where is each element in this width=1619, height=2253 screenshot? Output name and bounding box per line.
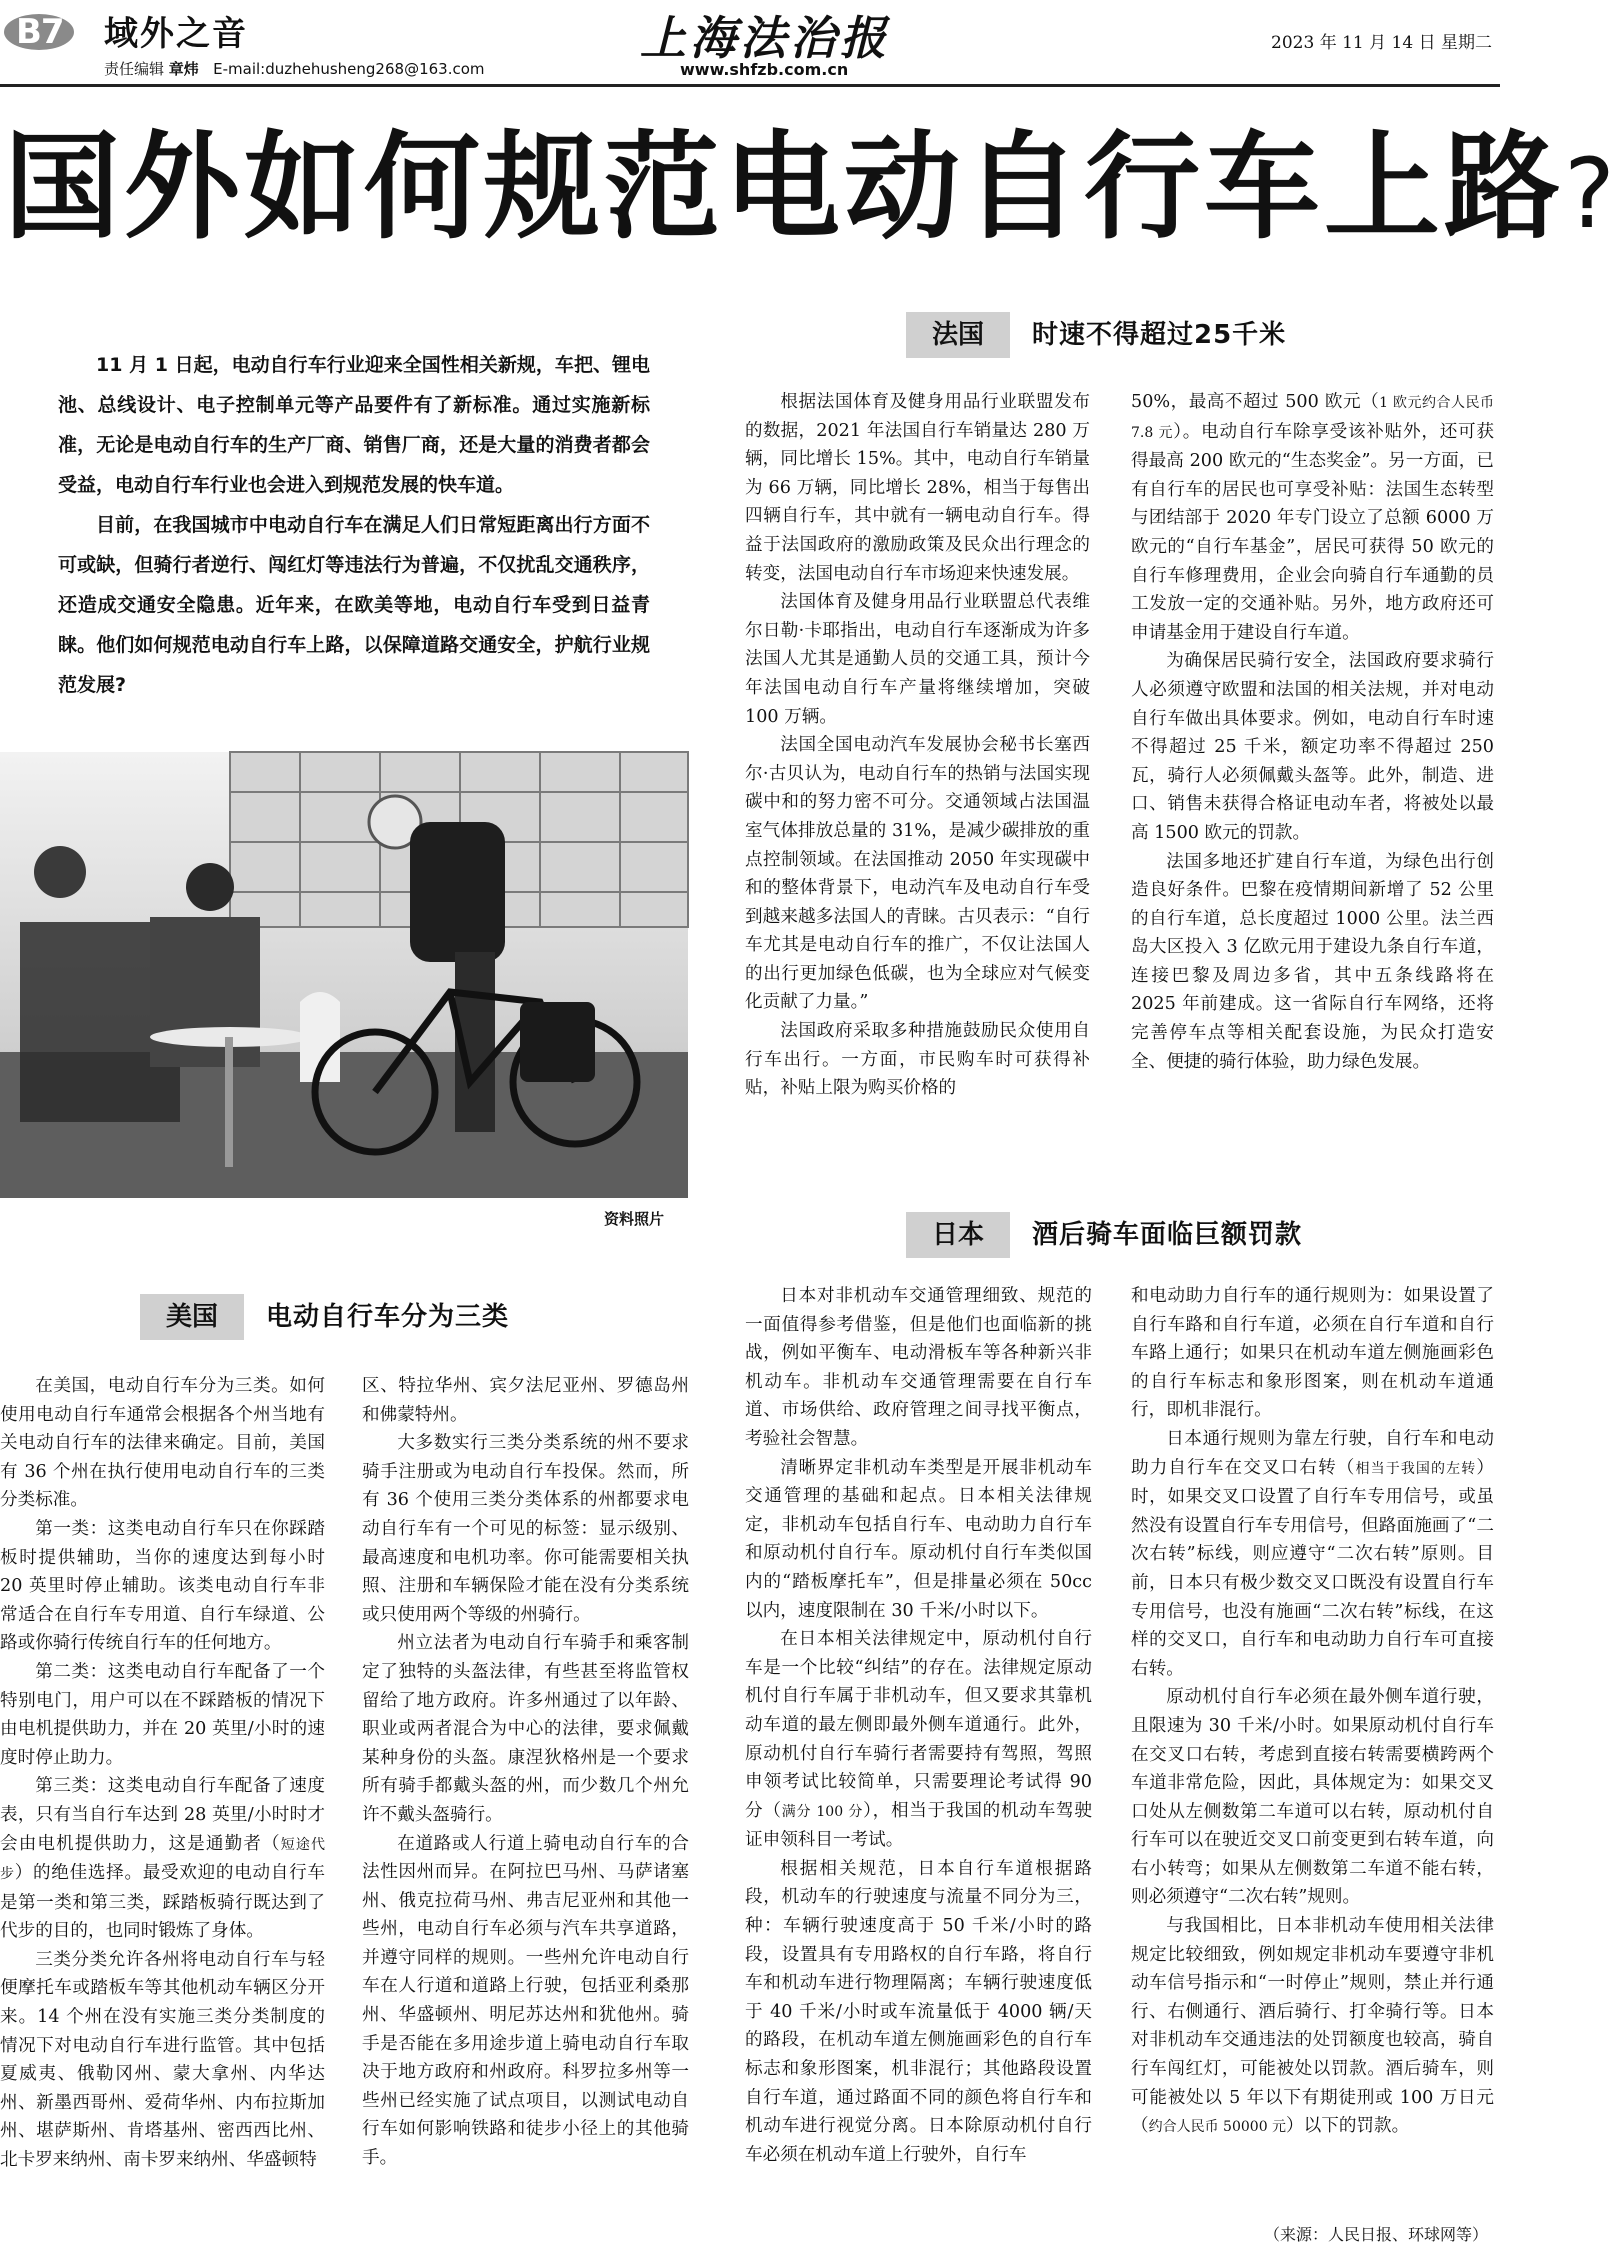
article-paragraph: 在道路或人行道上骑电动自行车的合法性因州而异。在阿拉巴马州、马萨诸塞州、俄克拉荷马州、弗吉尼亚州和其他一些州，电动自行车必须与汽车共享道路，并遵守同样的规则。一些州允许电动自行车在人行道和道路上行驶，包括亚利桑那州、华盛顿州、明尼苏达州和犹他州。骑手是否能在多用途步道上骑电动自行车取决于地方政府和州政府。科罗拉多州等一些州已经实施了试点项目，以测试电动自行车如何影响铁路和徒步小径上的其他骑手。 <box>362 1833 689 2169</box>
intro-paragraph: 11 月 1 日起，电动自行车行业迎来全国性相关新规，车把、锂电池、总线设计、电子控制单元等产品要件有了新标准。通过实施新标准，无论是电动自行车的生产厂商、销售厂商，还是大量的消费者都会受益，电动自行车行业也会进入到规范发展的快车道。 <box>58 354 650 496</box>
section-tag: 日本 <box>906 1212 1010 1258</box>
article-text: 与我国相比，日本非机动车使用相关法律规定比较细致，例如规定非机动车要遵守非机动车信号指示和“一时停止”规则，禁止并行通行、右侧通行、酒后骑行、打伞骑行等。日本对非机动车交通违法的处罚额度也较高，骑自行车闯红灯，可能被处以罚款。酒后骑车，则可能被处以 5 年以下有期徒刑或 100 万日元（ <box>1131 1916 1494 2137</box>
article-note: 约合人民币 50000 元 <box>1148 2119 1287 2136</box>
article-paragraph: 日本对非机动车交通管理细致、规范的一面值得参考借鉴，但是他们也面临新的挑战，例如平衡车、电动滑板车等各种新兴非机动车。非机动车交通管理需要在自行车道、市场供给、政府管理之间寻找平衡点，考验社会智慧。 <box>745 1286 1092 1449</box>
article-text: ），相当于我国的机动车驾驶证申领科目一考试。 <box>745 1800 1092 1851</box>
article-paragraph: 大多数实行三类分类系统的州不要求骑手注册或为电动自行车投保。然而，所有 36 个使用三类分类体系的州都要求电动自行车有一个可见的标签：显示级别、最高速度和电机功率。你可能需要相关执照、注册和车辆保险才能在没有分类系统或只使用两个等级的州骑行。 <box>362 1433 689 1625</box>
article-paragraph: 法国体育及健身用品行业联盟总代表维尔日勒·卡耶指出，电动自行车逐渐成为许多法国人尤其是通勤人员的交通工具，预计今年法国电动自行车产量将继续增加，突破 100 万辆。 <box>745 592 1090 727</box>
japan-column-2 <box>1131 1282 1494 2217</box>
france-column-2 <box>1131 388 1494 1148</box>
editor-email: E-mail:duzhehusheng268@163.com <box>213 60 485 78</box>
newspaper-website: www.shfzb.com.cn <box>680 60 849 79</box>
issue-date: 2023 年 11 月 14 日 星期二 <box>1271 33 1492 53</box>
article-paragraph: 州立法者为电动自行车骑手和乘客制定了独特的头盔法律，有些甚至将监管权留给了地方政府。许多州通过了以年龄、职业或两者混合为中心的法律，要求佩戴某种身份的头盔。康涅狄格州是一个要求所有骑手都戴头盔的州，而少数几个州允许不戴头盔骑行。 <box>362 1633 689 1825</box>
article-text: ）的绝佳选择。最受欢迎的电动自行车是第一类和第三类，踩踏板骑行既达到了代步的目的，也同时锻炼了身体。 <box>0 1863 325 1942</box>
news-photo <box>0 752 688 1198</box>
article-paragraph: 和电动助力自行车的通行规则为：如果设置了自行车路和自行车道，必须在自行车道和自行车路上通行；如果只在机动车道左侧施画彩色的自行车标志和象形图案，则在机动车道通行，即机非混行。 <box>1131 1286 1494 1421</box>
article-text: 在日本相关法律规定中，原动机付自行车是一个比较“纠结”的存在。法律规定原动机付自行车属于非机动车，但又要求其靠机动车道的最左侧即最外侧车道通行。此外，原动机付自行车骑行者需要持有驾照，驾照申领考试比较简单，只需要理论考试得 90 分（ <box>745 1629 1092 1821</box>
article-paragraph: 在美国，电动自行车分为三类。如何使用电动自行车通常会根据各个州当地有关电动自行车的法律来确定。目前，美国有 36 个州在执行使用电动自行车的三类分类标准。 <box>0 1376 325 1511</box>
article-paragraph <box>1131 1425 1494 1683</box>
usa-column-2 <box>362 1372 689 2242</box>
japan-column-1 <box>745 1282 1092 2242</box>
newspaper-masthead: 上海法治报 <box>640 11 890 65</box>
section-header-usa <box>140 1294 560 1340</box>
article-paragraph: 第二类：这类电动自行车配备了一个特别电门，用户可以在不踩踏板的情况下由电机提供助力，并在 20 英里/小时的速度时停止助力。 <box>0 1661 325 1768</box>
article-paragraph: 法国政府采取多种措施鼓励民众使用自行车出行。一方面，市民购车时可获得补贴，补贴上限为购买价格的 <box>745 1021 1090 1099</box>
article-paragraph: 根据相关规范，日本自行车道根据路段，机动车的行驶速度与流量不同分为三，种：车辆行驶速度高于 50 千米/小时的路段，设置具有专用路权的自行车路，将自行车和机动车进行物理隔离；车辆行驶速度低于 40 千米/小时或车流量低于 4000 辆/天的路段，在机动车道左侧施画彩色的自行车标志和象形图案，机非混行；其他路段设置自行车道，通过路面不同的颜色将自行车和机动车进行视觉分离。日本除原动机付自行车必须在机动车道上行驶外，自行车 <box>745 1858 1092 2165</box>
article-note: 相当于我国的左转 <box>1355 1460 1477 1477</box>
article-paragraph: 法国全国电动汽车发展协会秘书长塞西尔·古贝认为，电动自行车的热销与法国实现碳中和的努力密不可分。交通领域占法国温室气体排放总量的 31%，是减少碳排放的重点控制领域。在法国推动 2050 年实现碳中和的整体背景下，电动汽车及电动自行车受到越来越多法国人的青睐。古贝表示：“自行车尤其是电动自行车的推广，不仅让法国人的出行更加绿色低碳，也为全球应对气候变化贡献了力量。” <box>745 735 1090 1013</box>
article-paragraph: 法国多地还扩建自行车道，为绿色出行创造良好条件。巴黎在疫情期间新增了 52 公里的自行车道，总长度超过 1000 公里。法兰西岛大区投入 3 亿欧元用于建设九条自行车道，连接巴黎及周边多省，其中五条线路将在 2025 年前建成。这一省际自行车网络，还将完善停车点等相关配套设施，为民众打造安全、便捷的骑行体验，助力绿色发展。 <box>1131 851 1494 1072</box>
article-note: 1 欧元约合人民币 7.8 元 <box>1131 395 1495 441</box>
article-paragraph: 为确保居民骑行安全，法国政府要求骑行人必须遵守欧盟和法国的相关法规，并对电动自行车做出具体要求。例如，电动自行车时速不得超过 25 千米，额定功率不得超过 250 瓦，骑行人必须佩戴头盔等。此外，制造、进口、销售未获得合格证电动车者，将被处以最高 1500 欧元的罚款。 <box>1131 651 1494 843</box>
news-photo-illustration <box>0 752 688 1198</box>
section-title: 电动自行车分为三类 <box>266 1302 510 1332</box>
section-header-france <box>906 312 1326 358</box>
section-tag: 美国 <box>140 1294 244 1340</box>
article-text: ）。电动自行车除享受该补贴外，还可获得最高 200 欧元的“生态奖金”。另一方面，已有自行车的居民也可享受补贴：法国生态转型与团结部于 2020 年专门设立了总额 6000 万欧元的“自行车基金”，居民可获得 50 欧元的自行车修理费用，企业会向骑自行车通勤的员工发放一定的交通补贴。另外，地方政府还可申请基金用于建设自行车道。 <box>1131 421 1494 643</box>
article-paragraph <box>745 1625 1092 1855</box>
article-paragraph: 清晰界定非机动车类型是开展非机动车交通管理的基础和起点。日本相关法律规定，非机动车包括自行车、电动助力自行车和原动机付自行车。原动机付自行车类似国内的“踏板摩托车”，但是排量必须在 50cc 以内，速度限制在 30 千米/小时以下。 <box>745 1457 1092 1621</box>
source-note: （来源：人民日报、环球网等） <box>1263 2225 1488 2244</box>
editor-line <box>104 58 485 79</box>
photo-caption: 资料照片 <box>604 1210 665 1228</box>
editor-name: 章炜 <box>168 60 199 78</box>
intro-paragraph: 目前，在我国城市中电动自行车在满足人们日常短距离出行方面不可或缺，但骑行者逆行、闯红灯等违法行为普遍，不仅扰乱交通秩序，还造成交通安全隐患。近年来，在欧美等地，电动自行车受到日益青睐。他们如何规范电动自行车上路，以保障道路交通安全，护航行业规范发展? <box>58 514 650 696</box>
article-paragraph <box>1131 1912 1494 2142</box>
header-divider <box>0 84 1500 87</box>
section-name: 域外之音 <box>104 14 248 54</box>
article-paragraph: 区、特拉华州、宾夕法尼亚州、罗德岛州和佛蒙特州。 <box>362 1376 689 1425</box>
article-text: 第三类：这类电动自行车配备了速度表，只有当自行车达到 28 英里/小时时才会由电机提供助力，这是通勤者（ <box>0 1776 325 1854</box>
section-header-japan <box>906 1212 1386 1258</box>
section-tag: 法国 <box>906 312 1010 358</box>
page-number-badge <box>4 6 74 56</box>
headline <box>4 120 1619 255</box>
usa-column-1 <box>0 1372 325 2242</box>
article-paragraph: 三类分类允许各州将电动自行车与轻便摩托车或踏板车等其他机动车辆区分开来。14 个州在没有实施三类分类制度的情况下对电动自行车进行监管。其中包括夏威夷、俄勒冈州、蒙大拿州、内华达州、新墨西哥州、爱荷华州、内布拉斯加州、堪萨斯州、肯塔基州、密西西比州、北卡罗来纳州、南卡罗来纳州、华盛顿特 <box>0 1949 325 2171</box>
page-number: B7 <box>16 12 64 52</box>
headline-question-mark: ? <box>1564 138 1619 250</box>
intro-block <box>58 345 650 705</box>
article-text: 日本通行规则为靠左行驶，自行车和电动助力自行车在交叉口右转（ <box>1131 1428 1494 1478</box>
article-paragraph: 原动机付自行车必须在最外侧车道行驶，且限速为 30 千米/小时。如果原动机付自行车在交叉口右转，考虑到直接右转需要横跨两个车道非常危险，因此，具体规定为：如果交叉口处从左侧数第二车道可以右转，原动机付自行车可以在驶近交叉口前变更到右转车道，向右小转弯；如果从左侧数第二车道不能右转，则必须遵守“二次右转”规则。 <box>1131 1687 1494 1908</box>
article-paragraph: 第一类：这类电动自行车只在你踩踏板时提供辅助，当你的速度达到每小时 20 英里时停止辅助。该类电动自行车非常适合在自行车专用道、自行车绿道、公路或你骑行传统自行车的任何地方。 <box>0 1518 325 1654</box>
article-text: ）以下的罚款。 <box>1286 2116 1410 2137</box>
article-paragraph: 根据法国体育及健身用品行业联盟发布的数据，2021 年法国自行车销量达 280 万辆，同比增长 15%。其中，电动自行车销量为 66 万辆，同比增长 28%，相当于每售出四辆自行车，其中就有一辆电动自行车。得益于法国政府的激励政策及民众出行理念的转变，法国电动自行车市场迎来快速发展。 <box>745 392 1090 584</box>
france-column-1 <box>745 388 1090 1148</box>
article-note: 短途代步 <box>0 1836 325 1883</box>
article-paragraph <box>0 1772 325 1946</box>
article-paragraph <box>1131 388 1494 647</box>
article-text: ）时，如果交叉口设置了自行车专用信号，或虽然没有设置自行车专用信号，但路面施画了“二次右转”标线，则应遵守“二次右转”原则。目前，日本只有极少数交叉口既没有设置自行车专用信号，也没有施画“二次右转”标线，在这样的交叉口，自行车和电动助力自行车可直接右转。 <box>1131 1457 1494 1679</box>
editor-label: 责任编辑 <box>104 60 165 78</box>
article-note: 满分 100 分 <box>781 1803 864 1820</box>
section-title: 时速不得超过25千米 <box>1032 320 1287 350</box>
section-title: 酒后骑车面临巨额罚款 <box>1032 1220 1303 1250</box>
headline-text: 国外如何规范电动自行车上路 <box>4 120 1564 255</box>
article-text: 50%，最高不超过 500 欧元（ <box>1131 392 1380 412</box>
